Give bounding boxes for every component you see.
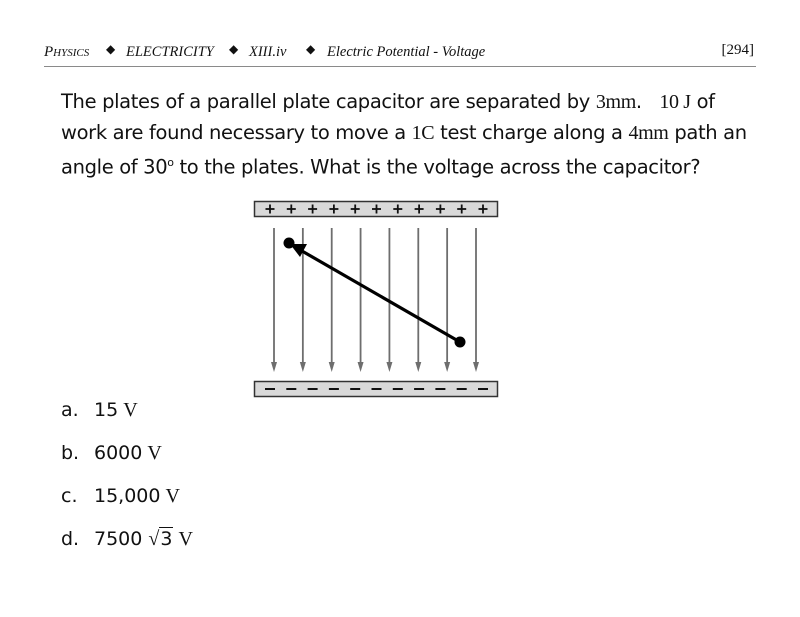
charge-path-arrow bbox=[284, 238, 466, 348]
question-text-segment: to the plates. What is the voltage across the capacitor? bbox=[173, 155, 701, 179]
degree-symbol: o bbox=[167, 156, 174, 169]
bullet-icon: ◆ bbox=[229, 42, 239, 56]
header-topic: ELECTRICITY bbox=[126, 44, 214, 60]
path-length-value: 4mm bbox=[628, 121, 669, 144]
minus-sign-icon bbox=[350, 388, 360, 390]
arrow-down-icon bbox=[329, 362, 335, 372]
minus-sign-icon bbox=[372, 388, 382, 390]
arrow-down-icon bbox=[473, 362, 479, 372]
minus-sign-icon bbox=[435, 388, 445, 390]
arrow-down-icon bbox=[444, 362, 450, 372]
option-unit: V bbox=[123, 399, 138, 421]
header-section: XIII.iv bbox=[249, 44, 287, 60]
minus-sign-icon bbox=[478, 388, 488, 390]
question-text-segment: . bbox=[635, 90, 660, 113]
field-line bbox=[415, 228, 421, 372]
positive-plate bbox=[255, 202, 498, 217]
field-line bbox=[329, 228, 335, 372]
field-line bbox=[473, 228, 479, 372]
option-letter: c. bbox=[61, 485, 78, 507]
question-text-segment: angle of 30 bbox=[61, 155, 168, 179]
question-text-segment: of bbox=[690, 90, 715, 113]
bullet-icon: ◆ bbox=[106, 42, 116, 56]
arrow-down-icon bbox=[386, 362, 392, 372]
answer-option-b[interactable] bbox=[61, 439, 193, 482]
option-letter: d. bbox=[61, 528, 80, 550]
charge-value: 1C bbox=[411, 121, 435, 144]
separation-value: 3mm bbox=[595, 91, 636, 113]
minus-sign-icon bbox=[286, 388, 296, 390]
arrow-down-icon bbox=[300, 362, 306, 372]
question-text-segment: path an bbox=[668, 120, 747, 144]
minus-sign-icon bbox=[308, 388, 318, 390]
question-text-segment: test charge along a bbox=[434, 120, 629, 144]
field-line bbox=[358, 228, 364, 372]
work-value: 10 J bbox=[659, 91, 691, 113]
option-unit: V bbox=[147, 442, 162, 464]
minus-sign-icon bbox=[457, 388, 467, 390]
option-value: 15 bbox=[94, 399, 119, 421]
option-unit: V bbox=[178, 528, 193, 550]
arrow-down-icon bbox=[271, 362, 277, 372]
arrow-down-icon bbox=[415, 362, 421, 372]
page-number: [294] bbox=[721, 42, 754, 58]
radical-icon: √ bbox=[148, 528, 160, 550]
question-text-segment: The plates of a parallel plate capacitor are separated by bbox=[61, 90, 596, 113]
answer-option-a[interactable] bbox=[61, 396, 193, 439]
minus-sign-icon bbox=[414, 388, 424, 390]
answer-option-c[interactable] bbox=[61, 482, 193, 525]
minus-sign-icon bbox=[265, 388, 275, 390]
radicand: 3 bbox=[160, 528, 173, 550]
square-root bbox=[148, 525, 173, 553]
field-line bbox=[271, 228, 277, 372]
end-point-dot bbox=[284, 238, 295, 249]
minus-sign-icon bbox=[393, 388, 403, 390]
answer-choices bbox=[61, 396, 193, 568]
arrow-down-icon bbox=[358, 362, 364, 372]
minus-sign-icon bbox=[329, 388, 339, 390]
header-subtopic: Electric Potential - Voltage bbox=[327, 44, 486, 60]
field-line bbox=[444, 228, 450, 372]
start-point-dot bbox=[455, 337, 466, 348]
option-letter: b. bbox=[61, 442, 80, 464]
option-value: 15,000 bbox=[94, 485, 161, 507]
option-letter: a. bbox=[61, 399, 79, 421]
bullet-icon: ◆ bbox=[306, 42, 316, 56]
option-value: 6000 bbox=[94, 442, 143, 464]
negative-plate bbox=[255, 382, 498, 397]
option-unit: V bbox=[165, 485, 180, 507]
option-value: 7500 bbox=[94, 528, 143, 550]
answer-option-d[interactable] bbox=[61, 525, 193, 568]
question-text-segment: work are found necessary to move a bbox=[61, 120, 412, 144]
header-subject: Physics bbox=[44, 44, 90, 60]
